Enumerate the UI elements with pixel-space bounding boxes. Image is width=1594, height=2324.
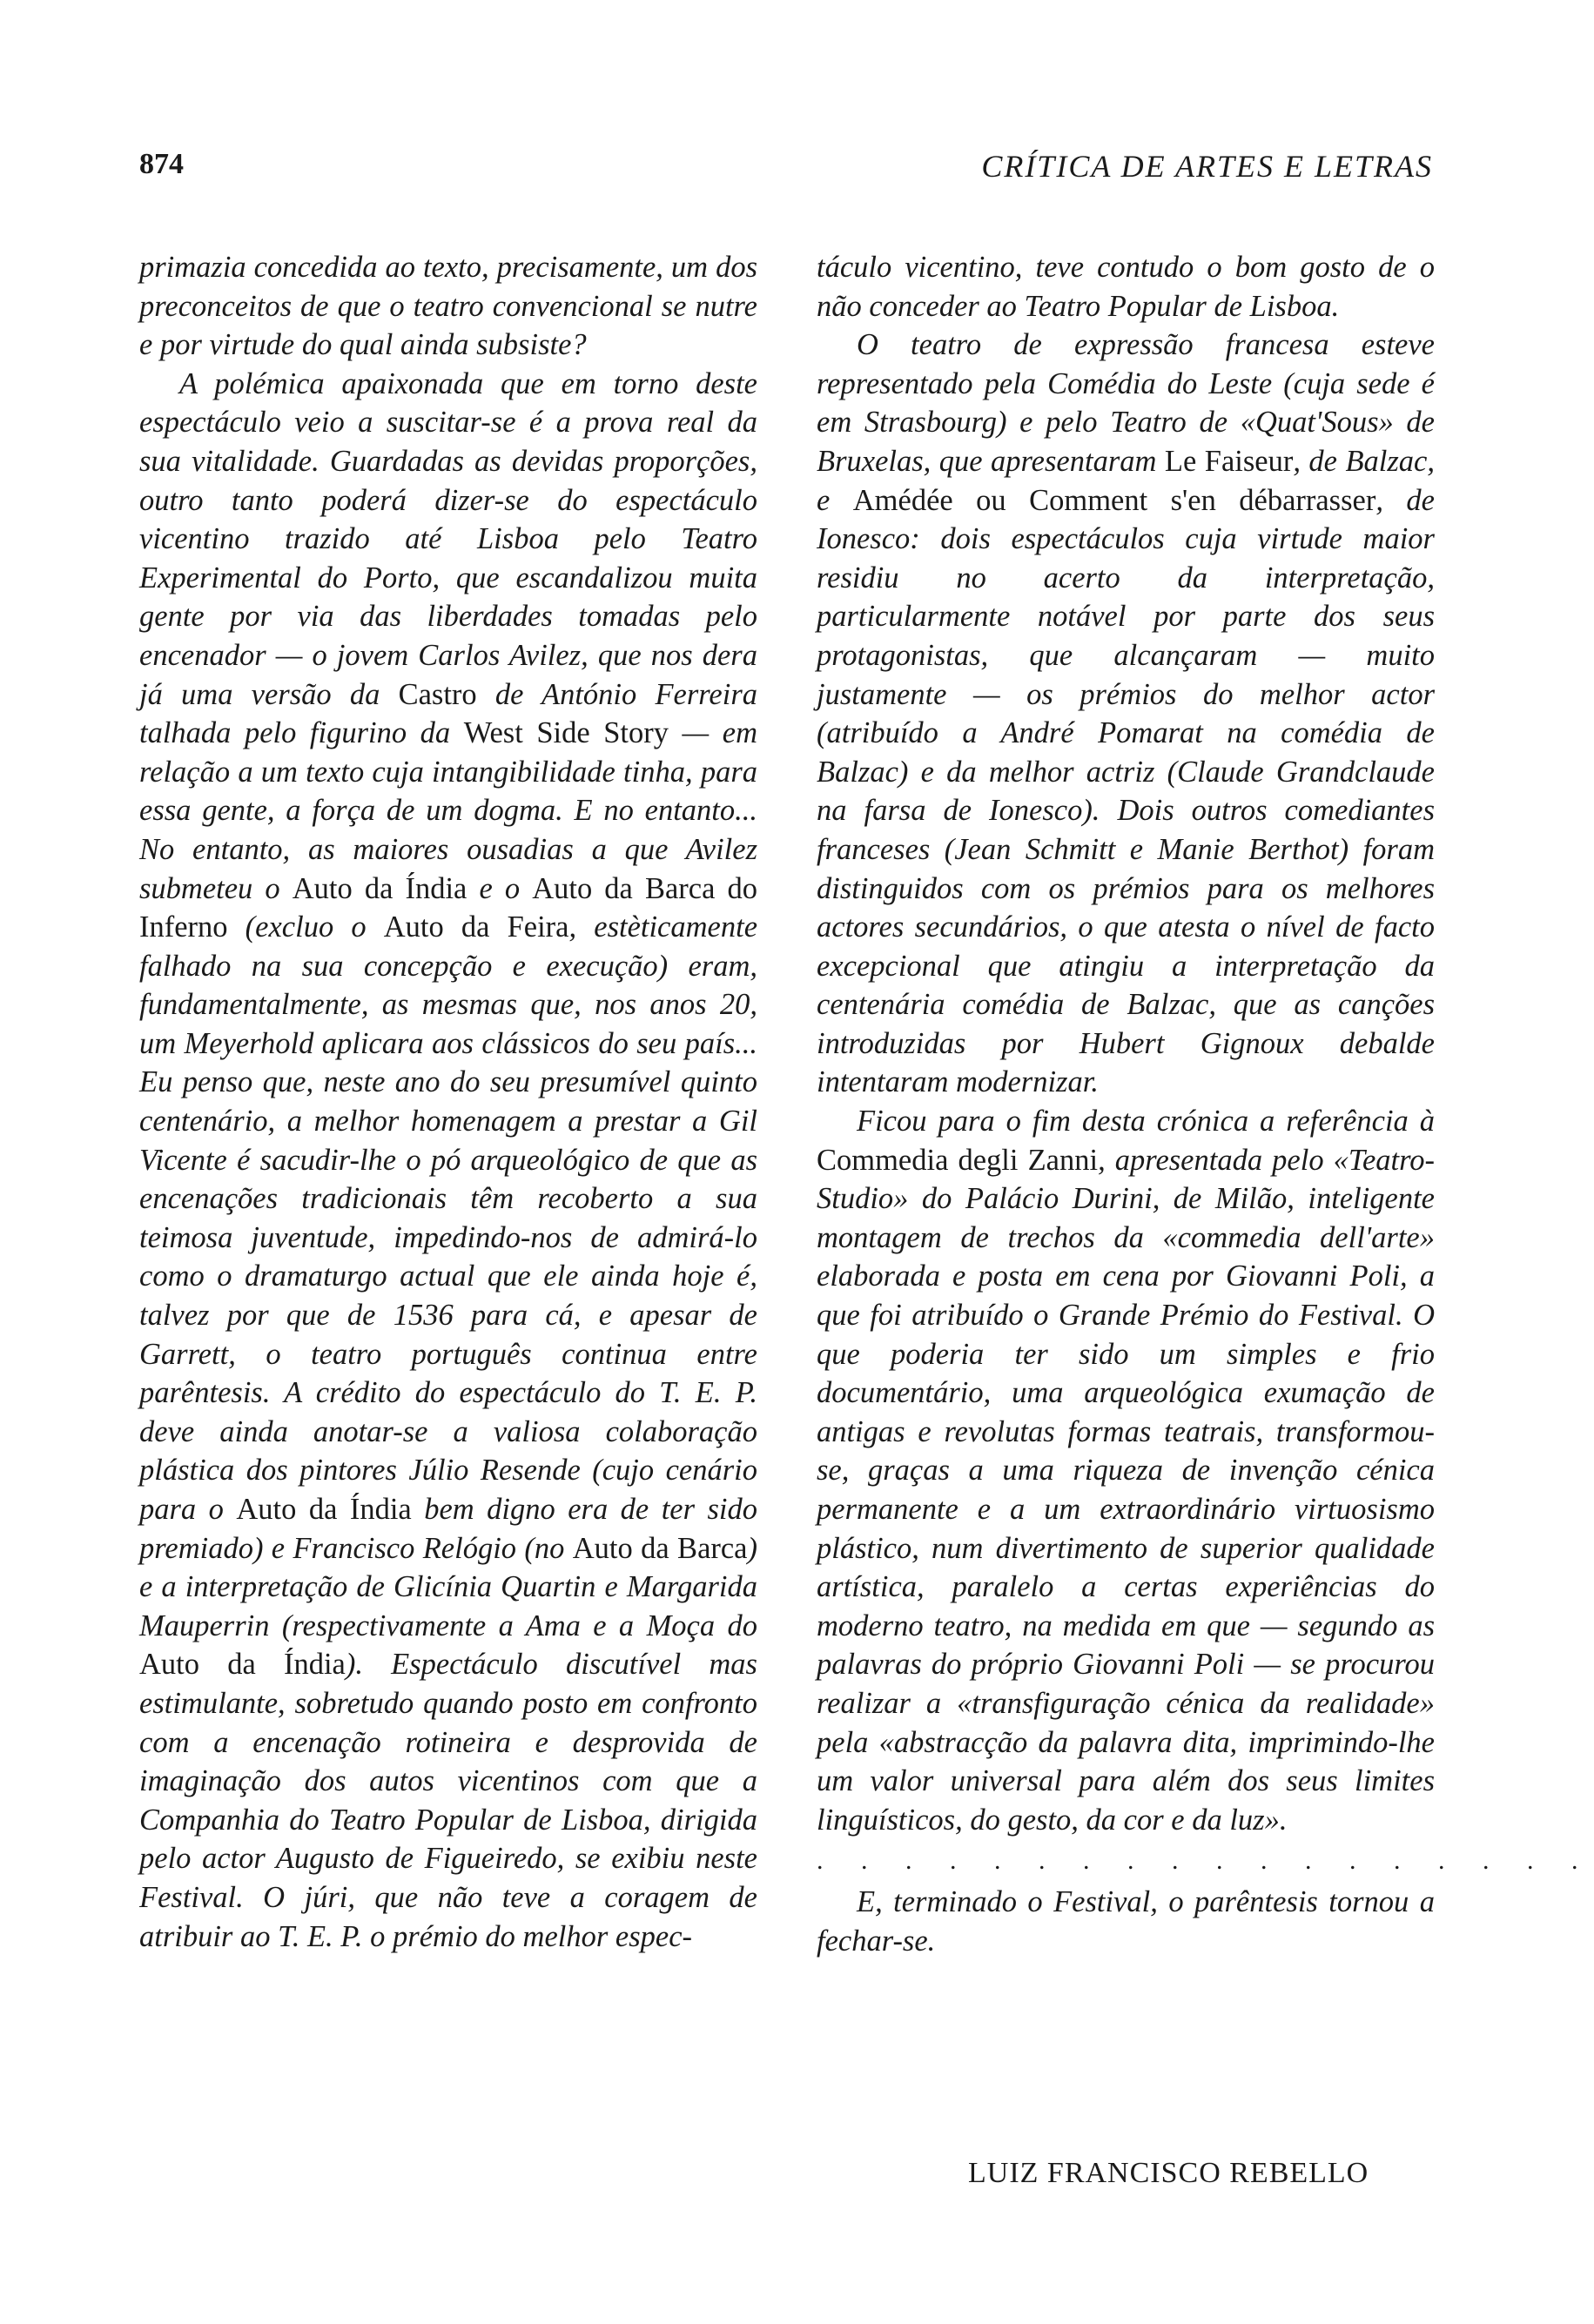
text-run: ) e a interpretação de Glicínia Quartin e Margarida Mauperrin (respectivamente a Ama e a Moça do [139, 1531, 757, 1642]
text-run: , estèticamente falhado na sua concepção e execução) eram, fundamentalmente, as mesmas que, nos anos 20, um Meyerhold aplicara aos clássicos do seu país... Eu penso que, neste ano do seu presumível quinto centenário, a melhor homenagem a prestar a Gil Vicente é sacudir-lhe o pó arqueológico de que as encenações tradicionais têm recoberto a sua teimosa juventude, impedindo-nos de admirá-lo como o dramaturgo actual que ele ainda hoje é, talvez por que de 1536 para cá, e apesar de Garrett, o teatro português continua entre parêntesis. A crédito do espectáculo do T. E. P. deve ainda anotar-se a valiosa colaboração plástica dos pintores Júlio Resende (cujo cenário para o [139, 910, 758, 1526]
title-reference: West Side Story [463, 716, 669, 750]
paragraph [817, 248, 1435, 326]
text-run: táculo vicentino, teve contudo o bom gosto de o não conceder ao Teatro Popular de Lisboa. [817, 251, 1435, 323]
text-run: O teatro de expressão francesa esteve representado pela Comédia do Leste (cuja sede é em Strasbourg) e pelo Teatro de «Quat'Sous» de Bruxelas, que apresentaram [817, 328, 1435, 478]
title-reference: Commedia degli Zanni [817, 1143, 1099, 1177]
title-reference: Auto da Barca [572, 1531, 748, 1565]
title-reference: Auto da Índia [292, 871, 467, 905]
text-run: , apresentada pelo «Teatro-Studio» do Palácio Durini, de Milão, inteligente montagem de trechos da «commedia dell'arte» elaborada e posta em cena por Giovanni Poli, a que foi atribuído o Grande Prémio do Festival. O que poderia ter sido um simples e frio documentário, uma arqueológica exumação de antigas e revolutas formas teatrais, transformou-se, graças a uma riqueza de invenção cénica permanente e a um extraordinário virtuosismo plástico, num divertimento de superior qualidade artística, paralelo a certas experiências do moderno teatro, na medida em que — segundo as palavras do próprio Giovanni Poli — se procurou realizar a «transfiguração cénica da realidade» pela «abstracção da palavra dita, imprimindo-lhe um valor universal para além dos seus limites linguísticos, do gesto, da cor e da luz». [817, 1143, 1435, 1837]
paragraph [817, 326, 1435, 1102]
title-reference: Auto da Índia [236, 1493, 412, 1526]
closing-paragraph [817, 1883, 1435, 1960]
ellipsis-divider: . . . . . . . . . . . . . . . . . . [817, 1846, 1594, 1876]
text-run: — em relação a um texto cuja intangibilidade tinha, para essa gente, a força de um dogma. E no entanto... No entanto, as maiores ousadias a que Avilez submeteu o [139, 716, 757, 905]
text-run: , de Balzac, e [817, 444, 1435, 517]
text-run: E, terminado o Festival, o parêntesis tornou a fechar-se. [817, 1885, 1435, 1958]
paragraph [817, 1102, 1435, 1839]
text-run: , de Ionesco: dois espectáculos cuja virtude maior residiu no acerto da interpretação, particularmente notável por parte dos seus protagonistas, que alcançaram — muito justamente — os prémios do melhor actor (atribuído a André Pomarat na comédia de Balzac) e da melhor actriz (Claude Grandclaude na farsa de Ionesco). Dois outros comediantes franceses (Jean Schmitt e Manie Berthot) foram distinguidos com os prémios para os melhores actores secundários, o que atesta o nível de facto excepcional que atingiu a interpretação da centenária comédia de Balzac, que as canções introduzidas por Hubert Gignoux debalde intentaram modernizar. [817, 483, 1435, 1099]
paragraph [139, 248, 757, 365]
text-run: Ficou para o fim desta crónica a referência à [857, 1105, 1435, 1138]
title-reference: Amédée ou Comment s'en débarrasser [852, 483, 1376, 517]
title-reference: Auto da Índia [139, 1648, 346, 1682]
text-run: bem digno era de ter sido premiado) e Francisco Relógio (no [139, 1493, 757, 1565]
title-reference: Auto da Barca do Inferno [139, 871, 757, 944]
text-run: ). Espectáculo discutível mas estimulante, sobretudo quando posto em confronto com a encenação rotineira e desprovida de imaginação dos autos vicentinos com que a Companhia do Teatro Popular de Lisboa, dirigida pelo actor Augusto de Figueiredo, se exibiu neste Festival. O júri, que não teve a coragem de atribuir ao T. E. P. o prémio do melhor espec- [139, 1648, 757, 1953]
right-column [817, 248, 1594, 1961]
title-reference: Auto da Feira [383, 910, 569, 944]
running-head: CRÍTICA DE ARTES E LETRAS [981, 149, 1433, 184]
text-run: e o [467, 871, 533, 905]
author-signature: LUIZ FRANCISCO REBELLO [968, 2157, 1369, 2189]
left-column [139, 248, 757, 1956]
title-reference: Castro [398, 677, 477, 711]
text-run: (excluo o [227, 910, 384, 944]
page-number: 874 [139, 148, 184, 180]
title-reference: Le Faiseur [1164, 444, 1294, 478]
text-run: A polémica apaixonada que em torno deste espectáculo veio a suscitar-se é a prova real da sua vitalidade. Guardadas as devidas proporções, outro tanto poderá dizer-se do espectáculo vicentino trazido até Lisboa pelo Teatro Experimental do Porto, que escandalizou muita gente por via das liberdades tomadas pelo encenador — o jovem Carlos Avilez, que nos dera já uma versão da [139, 366, 757, 711]
paragraph [139, 365, 757, 1956]
text-run: de António Ferreira talhada pelo figurino da [139, 677, 758, 750]
text-run: primazia concedida ao texto, precisamente, um dos preconceitos de que o teatro convencional se nutre e por virtude do qual ainda subsiste? [139, 251, 757, 362]
